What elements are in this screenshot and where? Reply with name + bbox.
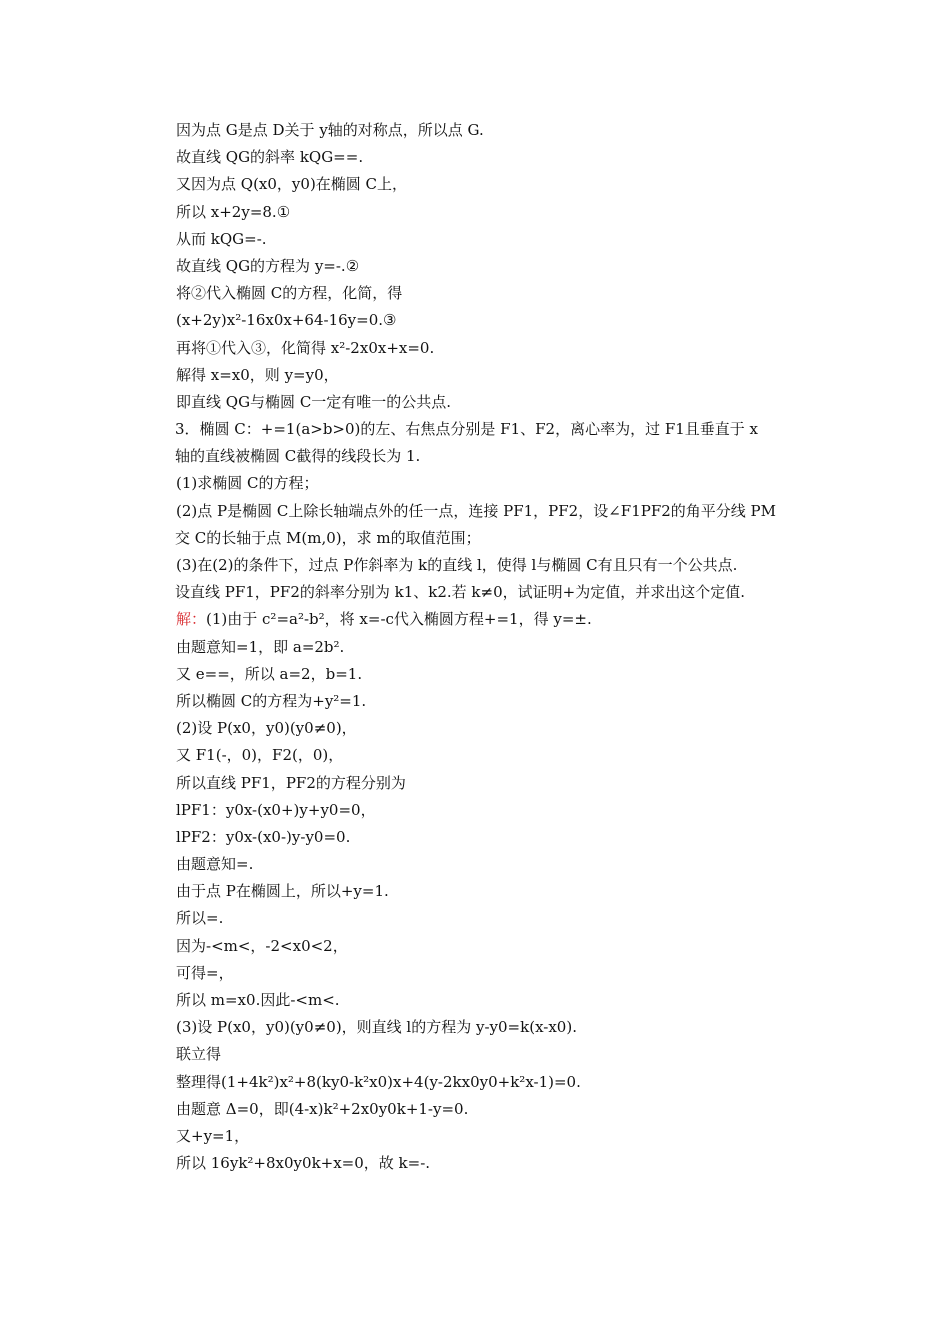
- text-line: 将②代入椭圆 C的方程，化简，得: [176, 284, 403, 303]
- problem-part-1: (1)求椭圆 C的方程；: [176, 474, 319, 493]
- text-line: 解得 x=x0，则 y=y0，: [176, 365, 339, 384]
- solution-line: 又+y=1，: [176, 1126, 250, 1145]
- solution-line: 整理得(1+4k²)x²+8(ky0-k²x0)x+4(y-2kx0y0+k²x-1)=0.: [176, 1072, 581, 1091]
- solution-line: 因为-<m<，-2<x0<2，: [176, 936, 348, 955]
- solution-line: lPF2：y0x-(x0-)y-y0=0.: [176, 827, 351, 846]
- problem-part-3-line: 设直线 PF1，PF2的斜率分别为 k1、k2.若 k≠0，试证明+为定值，并求出这个定值.: [175, 583, 745, 602]
- document-content: [176, 117, 816, 1177]
- solution-label: 解：: [176, 610, 207, 629]
- solution-line: 所以 m=x0.因此-<m<.: [176, 991, 340, 1009]
- solution-line: (3)设 P(x0，y0)(y0≠0)，则直线 l的方程为 y-y0=k(x-x0).: [176, 1018, 577, 1037]
- solution-line: 由于点 P在椭圆上，所以+y=1.: [176, 882, 389, 901]
- text-line: 又因为点 Q(x0，y0)在椭圆 C上，: [176, 175, 408, 194]
- solution-line: 又 F1(-，0)，F2(，0)，: [176, 746, 344, 765]
- solution-line: 由题意 Δ=0，即(4-x)k²+2x0y0k+1-y=0.: [176, 1099, 469, 1118]
- problem-stem-line: 3．椭圆 C：+=1(a>b>0)的左、右焦点分别是 F1、F2，离心率为，过 F1且垂直于 x: [175, 420, 759, 439]
- problem-stem-line: 轴的直线被椭圆 C截得的线段长为 1.: [175, 447, 421, 466]
- solution-line: 所以 16yk²+8x0y0k+x=0，故 k=-.: [176, 1154, 431, 1173]
- solution-text: (1)由于 c²=a²-b²，将 x=-c代入椭圆方程+=1，得 y=±.: [206, 610, 592, 629]
- text-line: 即直线 QG与椭圆 C一定有唯一的公共点.: [176, 392, 452, 411]
- text-line: 故直线 QG的方程为 y=-.②: [176, 256, 360, 275]
- solution-line: 所以椭圆 C的方程为+y²=1.: [176, 691, 367, 710]
- solution-first-line: [176, 606, 816, 633]
- solution-line: 所以=.: [176, 909, 224, 928]
- text-line: 所以 x+2y=8.①: [176, 202, 291, 221]
- solution-line: 可得=，: [176, 963, 234, 982]
- text-line: 故直线 QG的斜率 kQG==.: [176, 148, 364, 167]
- solution-line: 所以直线 PF1，PF2的方程分别为: [176, 773, 406, 792]
- solution-line: 由题意知=.: [176, 855, 254, 874]
- solution-line: 又 e==，所以 a=2，b=1.: [176, 664, 363, 683]
- problem-part-2-line: (2)点 P是椭圆 C上除长轴端点外的任一点，连接 PF1，PF2，设∠F1PF2的角平分线 PM: [176, 501, 776, 520]
- text-line: 因为点 G是点 D关于 y轴的对称点，所以点 G.: [176, 121, 484, 139]
- solution-line: (2)设 P(x0，y0)(y0≠0)，: [176, 719, 357, 738]
- text-line: (x+2y)x²-16x0x+64-16y=0.③: [176, 311, 397, 330]
- problem-part-3-line: (3)在(2)的条件下，过点 P作斜率为 k的直线 l，使得 l与椭圆 C有且只有一个公共点.: [176, 556, 738, 574]
- text-line: 再将①代入③，化简得 x²-2x0x+x=0.: [176, 338, 435, 357]
- problem-part-2-line: 交 C的长轴于点 M(m,0)，求 m的取值范围；: [175, 528, 481, 547]
- solution-line: lPF1：y0x-(x0+)y+y0=0，: [176, 800, 376, 819]
- solution-line: 联立得: [176, 1045, 222, 1064]
- solution-line: 由题意知=1，即 a=2b².: [176, 637, 345, 656]
- text-line: 从而 kQG=-.: [176, 229, 267, 248]
